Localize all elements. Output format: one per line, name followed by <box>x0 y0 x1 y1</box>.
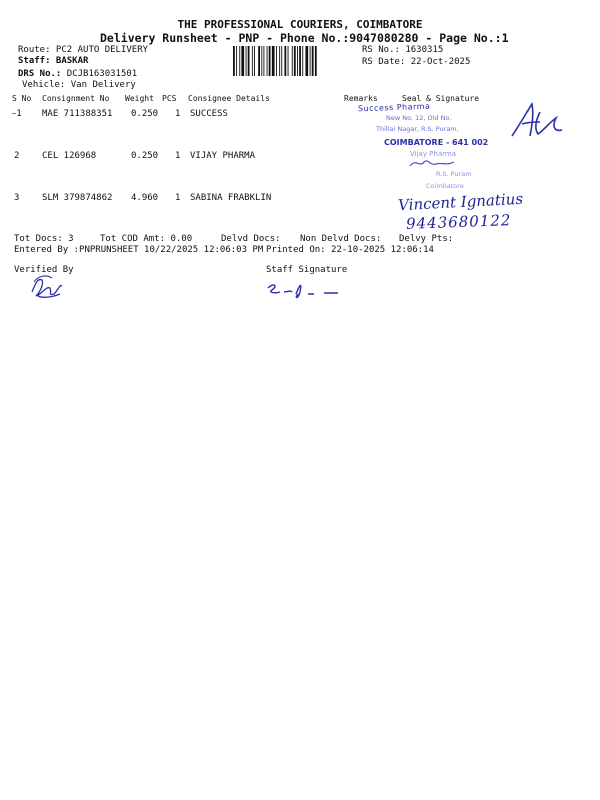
row-consignment: MAE 711388351 <box>42 109 113 119</box>
row-weight: 4.960 <box>131 193 159 203</box>
row-consignment: SLM 379874862 <box>42 193 113 203</box>
col-header-remarks: Remarks <box>344 94 378 103</box>
barcode-bar <box>254 46 255 76</box>
barcode-bar <box>299 46 301 76</box>
row-sno: 3 <box>14 193 20 203</box>
stamp-line-1: Success Pharma <box>357 101 431 114</box>
delvd-docs: Delvd Docs: <box>221 234 281 244</box>
stamp2-line-2: R.S. Puram <box>436 170 472 178</box>
barcode-bar <box>294 46 296 76</box>
staff-label: Staff: BASKAR <box>18 56 89 66</box>
barcode-bar <box>292 46 293 76</box>
row-pcs: 1 <box>175 109 181 119</box>
row-pcs: 1 <box>175 151 181 161</box>
handwritten-phone: 9443680122 <box>405 211 512 233</box>
barcode-bar <box>239 46 240 76</box>
row-weight: 0.250 <box>131 151 159 161</box>
barcode-bar <box>288 46 289 76</box>
barcode-bar <box>297 46 298 76</box>
barcode-bar <box>258 46 260 76</box>
verifier-signature <box>28 272 68 302</box>
col-header-sno: S No <box>12 94 32 103</box>
delvy-pts: Delvy Pts: <box>399 234 454 244</box>
col-header-seal: Seal & Signature <box>402 94 480 103</box>
signature-row1 <box>506 100 566 142</box>
tot-cod-amount: Tot COD Amt: 0.00 <box>100 234 193 244</box>
row-consignee: SUCCESS <box>190 109 228 119</box>
barcode-bar <box>261 46 262 76</box>
barcode <box>232 46 358 76</box>
barcode-bar <box>233 46 235 76</box>
col-header-pcs: PCS <box>162 94 177 103</box>
barcode-bar <box>252 46 253 76</box>
stamp2-line-1: Vijay Pharma <box>410 150 456 158</box>
route-label: Route: PC2 AUTO DELIVERY <box>18 45 149 55</box>
row-pcs: 1 <box>175 193 181 203</box>
stamp2-line-3: Coimbatore <box>426 182 464 190</box>
barcode-bar <box>302 46 303 76</box>
barcode-bar <box>236 46 237 76</box>
company-title: THE PROFESSIONAL COURIERS, COIMBATORE <box>177 18 423 31</box>
row-weight: 0.250 <box>131 109 159 119</box>
rs-number: RS No.: 1630315 <box>362 45 444 55</box>
barcode-bar <box>315 46 317 76</box>
barcode-bar <box>312 46 314 76</box>
col-header-consignee: Consignee Details <box>188 94 270 103</box>
col-header-weight: Weight <box>125 94 154 103</box>
barcode-bar <box>263 46 264 76</box>
vehicle-label: Vehicle: Van Delivery <box>22 80 136 90</box>
rs-date: RS Date: 22-Oct-2025 <box>362 57 471 67</box>
barcode-bar <box>272 46 275 76</box>
barcode-bar <box>284 46 286 76</box>
row-sno: ~1 <box>12 109 22 119</box>
runsheet-title: Delivery Runsheet - PNP - Phone No.:9047080280 - Page No.:1 <box>100 31 509 45</box>
printed-on: Printed On: 22-10-2025 12:06:14 <box>266 245 434 255</box>
stamp-line-3: Thillai Nagar, R.S. Puram, <box>376 125 459 133</box>
signature-row2 <box>406 154 466 172</box>
row-sno-value: 1 <box>16 109 22 119</box>
stamp-line-2: New No. 12, Old No. <box>386 114 452 122</box>
col-header-consignment: Consignment No <box>42 94 110 103</box>
verified-by-label: Verified By <box>14 265 74 275</box>
tot-docs: Tot Docs: 3 <box>14 234 74 244</box>
entered-by: Entered By :PNPRUNSHEET 10/22/2025 12:06:03 PM <box>14 245 264 255</box>
barcode-bar <box>241 46 244 76</box>
non-delvd-docs: Non Delvd Docs: <box>300 234 382 244</box>
drs-value: DCJB163031501 <box>66 69 138 79</box>
barcode-bar <box>279 46 280 76</box>
barcode-bar <box>281 46 282 76</box>
barcode-bar <box>310 46 311 76</box>
staff-signature <box>264 280 344 302</box>
row-consignee: VIJAY PHARMA <box>190 151 256 161</box>
handwritten-name: Vincent Ignatius <box>397 189 524 215</box>
barcode-bar <box>267 46 268 76</box>
row-consignment: CEL 126968 <box>42 151 97 161</box>
barcode-bar <box>246 46 247 76</box>
barcode-bar <box>305 46 308 76</box>
stamp-line-4: COIMBATORE - 641 002 <box>384 138 489 147</box>
drs-label-text: DRS No.: <box>18 69 62 79</box>
drs-label <box>18 69 137 79</box>
staff-signature-label: Staff Signature <box>266 265 348 275</box>
barcode-bar <box>269 46 271 76</box>
barcode-bar <box>248 46 250 76</box>
row-sno: 2 <box>14 151 20 161</box>
row-consignee: SABINA FRABKLIN <box>190 193 272 203</box>
barcode-bar <box>276 46 277 76</box>
